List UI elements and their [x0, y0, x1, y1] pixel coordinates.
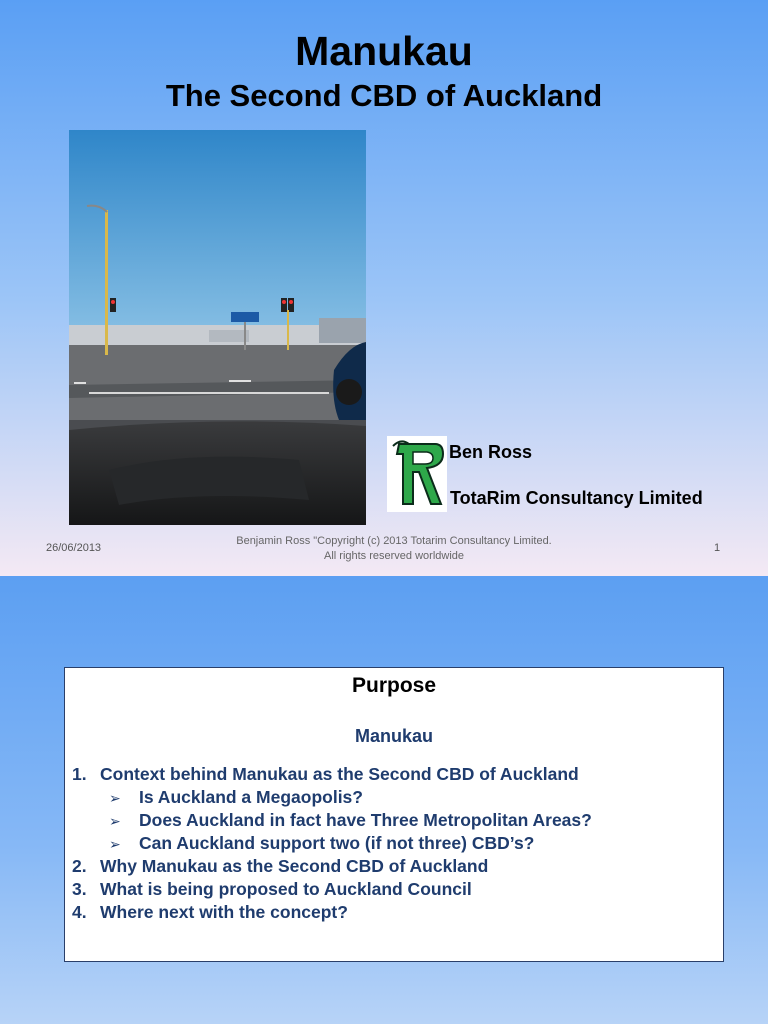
list-number: 1. [72, 764, 87, 784]
totarim-logo [387, 436, 447, 512]
list-subitem-text: Can Auckland support two (if not three) CBD’s? [139, 833, 535, 853]
arrow-bullet-icon: ➢ [109, 836, 121, 852]
footer-date: 26/06/2013 [46, 542, 102, 554]
page-number: 1 [714, 542, 721, 554]
list-subitem-text: Is Auckland a Megaopolis? [139, 787, 363, 807]
list-item-text: Where next with the concept? [100, 902, 348, 922]
list-item-text: What is being proposed to Auckland Council [100, 879, 472, 899]
purpose-text-box [64, 667, 724, 962]
purpose-title: Purpose [351, 674, 437, 697]
arrow-bullet-icon: ➢ [109, 790, 121, 806]
street-photo [69, 130, 366, 525]
copyright-line-1: Benjamin Ross "Copyright (c) 2013 Totarim Consultancy Limited. [236, 535, 552, 547]
company-name: TotaRim Consultancy Limited [450, 488, 703, 508]
footer-copyright [194, 534, 594, 564]
purpose-slide [0, 576, 768, 1024]
author-name: Ben Ross [449, 442, 533, 462]
list-number: 3. [72, 879, 87, 899]
list-number: 2. [72, 856, 87, 876]
slide-subtitle: The Second CBD of Auckland [165, 78, 603, 113]
arrow-bullet-icon: ➢ [109, 813, 121, 829]
list-number: 4. [72, 902, 87, 922]
list-item-text: Why Manukau as the Second CBD of Auckland [100, 856, 489, 876]
purpose-subtitle: Manukau [354, 726, 433, 746]
list-item-text: Context behind Manukau as the Second CBD of Auckland [100, 764, 579, 784]
slide-title: Manukau [295, 28, 473, 74]
list-subitem-text: Does Auckland in fact have Three Metropolitan Areas? [139, 810, 592, 830]
copyright-line-2: All rights reserved worldwide [324, 550, 464, 562]
